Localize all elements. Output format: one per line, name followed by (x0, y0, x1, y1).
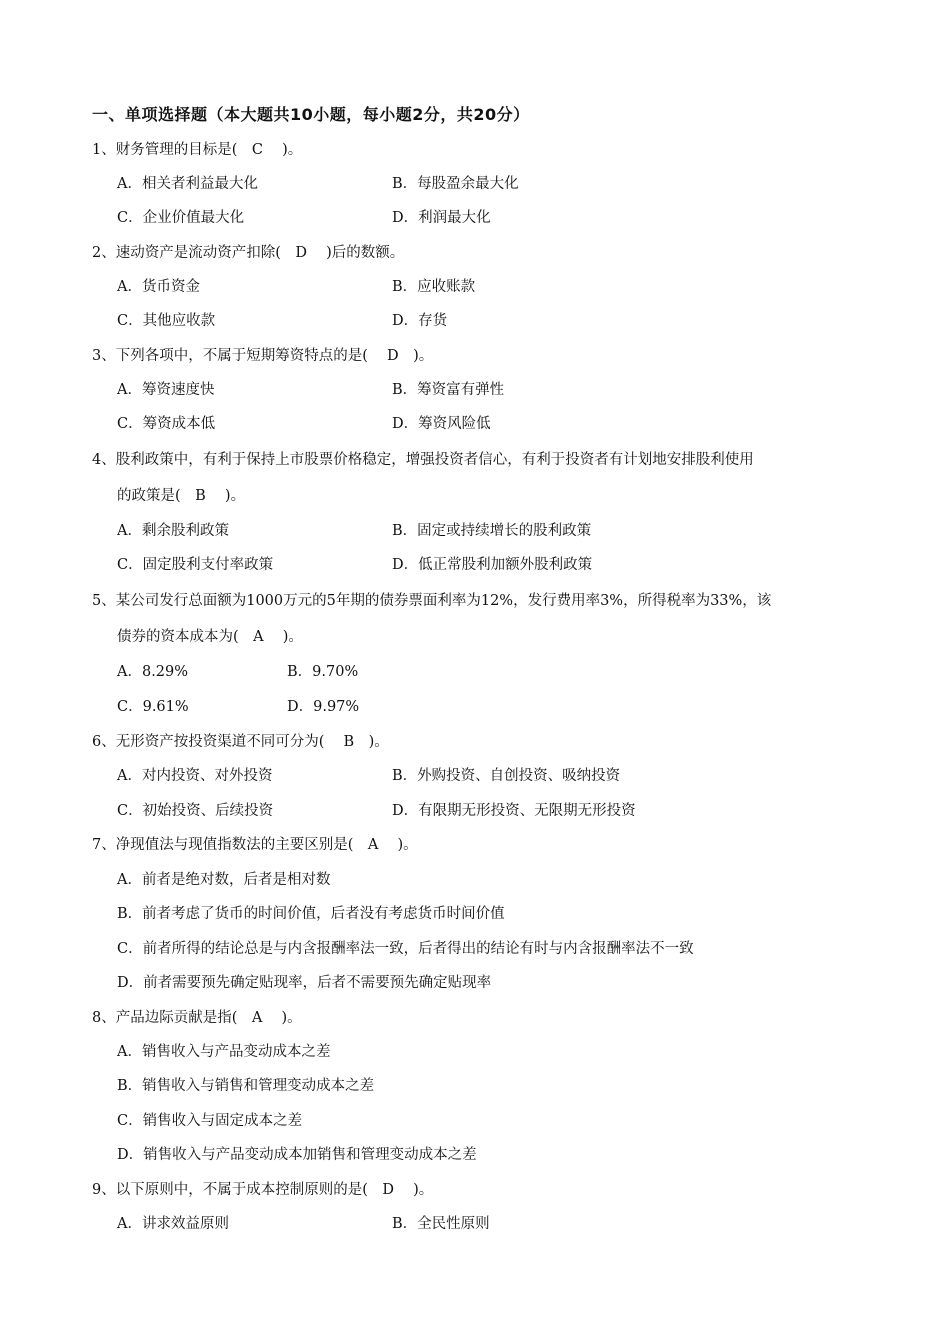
question-7-option-d: D．前者需要预先确定贴现率，后者不需要预先确定贴现率 (117, 975, 492, 991)
question-3-stem: 3、下列各项中，不属于短期筹资特点的是( D )。 (92, 348, 434, 364)
question-7-option-c: C．前者所得的结论总是与内含报酬率法一致，后者得出的结论有时与内含报酬率法不一致 (117, 941, 694, 957)
question-2-option-a: A．货币资金 (117, 279, 200, 295)
question-3-option-b: B．筹资富有弹性 (392, 382, 505, 398)
question-6-option-d: D．有限期无形投资、无限期无形投资 (392, 803, 636, 819)
question-7-option-b: B．前者考虑了货币的时间价值，后者没有考虑货币时间价值 (117, 906, 505, 922)
question-1-option-b: B．每股盈余最大化 (392, 176, 519, 192)
question-8-stem: 8、产品边际贡献是指( A )。 (92, 1010, 302, 1026)
question-6-option-a: A．对内投资、对外投资 (117, 768, 273, 784)
question-5-option-a: A．8.29% (117, 664, 189, 680)
question-4-option-b: B．固定或持续增长的股利政策 (392, 523, 592, 539)
question-1-option-c: C．企业价值最大化 (117, 210, 245, 226)
question-3-option-a: A．筹资速度快 (117, 382, 215, 398)
question-5-stem: 5、某公司发行总面额为1000万元的5年期的债券票面利率为12%，发行费用率3%，所得税率为33%，该 (92, 593, 772, 609)
question-1-stem: 1、财务管理的目标是( C )。 (92, 142, 303, 158)
question-1-option-a: A．相关者利益最大化 (117, 176, 258, 192)
question-9-option-b: B．全民性原则 (392, 1216, 490, 1232)
question-4-option-a: A．剩余股利政策 (117, 523, 229, 539)
question-6-stem: 6、无形资产按投资渠道不同可分为( B )。 (92, 734, 389, 750)
section-title: 一、单项选择题（本大题共10小题，每小题2分，共20分） (92, 105, 530, 124)
question-7-option-a: A．前者是绝对数，后者是相对数 (117, 872, 331, 888)
question-6-option-b: B．外购投资、自创投资、吸纳投资 (392, 768, 621, 784)
question-2-option-d: D．存货 (392, 313, 448, 329)
question-7-stem: 7、净现值法与现值指数法的主要区别是( A )。 (92, 837, 418, 853)
question-5-option-c: C．9.61% (117, 699, 189, 715)
question-1-option-d: D．利润最大化 (392, 210, 491, 226)
question-9-stem: 9、以下原则中，不属于成本控制原则的是( D )。 (92, 1182, 434, 1198)
question-8-option-b: B．销售收入与销售和管理变动成本之差 (117, 1078, 375, 1094)
question-8-option-d: D．销售收入与产品变动成本加销售和管理变动成本之差 (117, 1147, 477, 1163)
question-9-option-a: A．讲求效益原则 (117, 1216, 229, 1232)
question-2-option-b: B．应收账款 (392, 279, 476, 295)
question-5-option-d: D．9.97% (287, 699, 360, 715)
question-2-option-c: C．其他应收款 (117, 313, 216, 329)
question-5-stem-continued: 债券的资本成本为( A )。 (117, 629, 303, 645)
question-2-stem: 2、速动资产是流动资产扣除( D )后的数额。 (92, 245, 405, 261)
question-4-option-d: D．低正常股利加额外股利政策 (392, 557, 593, 573)
question-3-option-d: D．筹资风险低 (392, 416, 491, 432)
question-8-option-a: A．销售收入与产品变动成本之差 (117, 1044, 331, 1060)
question-6-option-c: C．初始投资、后续投资 (117, 803, 274, 819)
question-4-stem-continued: 的政策是( B )。 (117, 488, 246, 504)
question-8-option-c: C．销售收入与固定成本之差 (117, 1113, 303, 1129)
question-5-option-b: B．9.70% (287, 664, 359, 680)
question-4-option-c: C．固定股利支付率政策 (117, 557, 274, 573)
question-3-option-c: C．筹资成本低 (117, 416, 216, 432)
question-4-stem: 4、股利政策中，有利于保持上市股票价格稳定，增强投资者信心，有利于投资者有计划地安排股利使用 (92, 452, 754, 468)
